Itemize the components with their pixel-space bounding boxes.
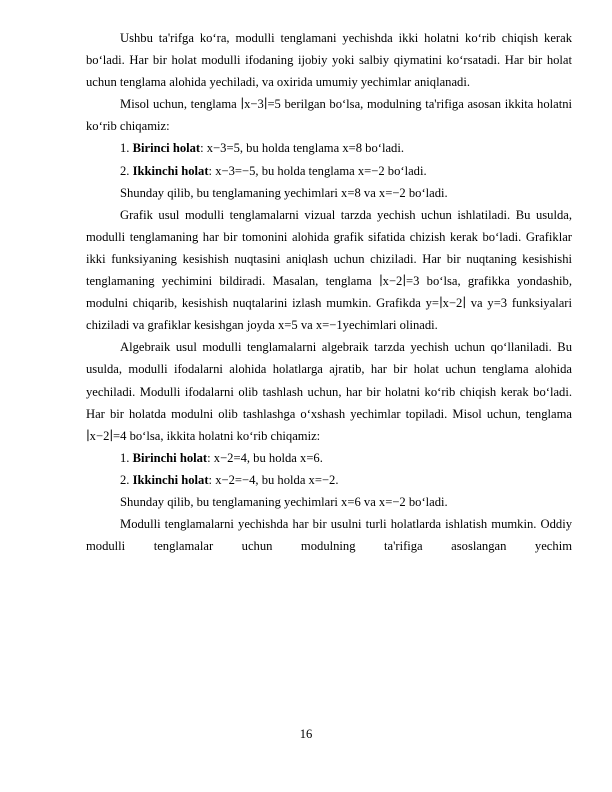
paragraph-conclusion: Modulli tenglamalarni yechishda har bir usulni turli holatlarda ishlatish mumkin. Oddiy modulli tenglamalar uchun modulning ta'rifiga asoslangan yechim bbox=[86, 517, 572, 554]
paragraph-example: Misol uchun, tenglama ∣x−3∣=5 berilgan bo‘lsa, modulning ta'rifiga asosan ikkita holatni ko‘rib chiqamiz: bbox=[86, 97, 572, 134]
paragraph-intro: Ushbu ta'rifga ko‘ra, modulli tenglamani yechishda ikki holatni ko‘rib chiqish kerak bo‘ladi. Har bir holat modulli ifodaning ijobiy yoki salbiy qiymatini ko‘rsatadi. Har bir holat uchun tenglama alohida yechiladi, va oxirida umumiy yechimlar aniqlanadi. bbox=[86, 31, 572, 90]
paragraph-solution: Shunday qilib, bu tenglamaning yechimlari x=6 va x=−2 bo‘ladi. bbox=[120, 494, 448, 509]
case-item-1: 1. Birinchi holat: x−2=4, bu holda x=6. bbox=[120, 450, 323, 465]
case-label: Birinci holat bbox=[132, 141, 201, 156]
page-number: 16 bbox=[299, 727, 313, 741]
case-item-1: 1. Birinci holat: x−3=5, bu holda tenglama x=8 bo‘ladi. bbox=[120, 141, 405, 156]
case-item-2: 2. Ikkinchi holat: x−2=−4, bu holda x=−2. bbox=[120, 472, 339, 487]
case-label: Ikkinchi holat bbox=[132, 163, 209, 178]
case-label: Ikkinchi holat bbox=[132, 472, 209, 487]
paragraph-solution: Shunday qilib, bu tenglamaning yechimlari x=8 va x=−2 bo‘ladi. bbox=[120, 185, 448, 200]
case-label: Birinchi holat bbox=[132, 450, 208, 465]
case-item-2: 2. Ikkinchi holat: x−3=−5, bu holda tenglama x=−2 bo‘ladi. bbox=[120, 163, 427, 178]
document-body bbox=[86, 27, 572, 557]
paragraph-algebraic-method: Algebraik usul modulli tenglamalarni algebraik tarzda yechish uchun qo‘llaniladi. Bu usulda, modulli ifodalarni alohida holatlarga ajratib, har bir holat uchun tenglama alohida yechiladi. Modulli ifodalarni olib tashlash uchun, har bir holatni ko‘rib chiqish kerak bo‘ladi. Har bir holatda modulni olib tashlashga o‘xshash yechimlar topiladi. Misol uchun, tenglama ∣x−2∣=4 bo‘lsa, ikkita holatni ko‘rib chiqamiz: bbox=[86, 340, 572, 443]
paragraph-graphical-method: Grafik usul modulli tenglamalarni vizual tarzda yechish uchun ishlatiladi. Bu usulda, modulli tenglamaning har bir tomonini alohida grafik sifatida chizish kerak bo‘ladi. Grafiklar ikki funksiyaning kesishish nuqtasini aniqlash uchun chiziladi. Har bir nuqtaning kesishishi tenglamaning yechimini bildiradi. Masalan, tenglama ∣x−2∣=3 bo‘lsa, grafikka yondashib, modulni chiqarib, kesishish nuqtalarini izlash mumkin. Grafikda y=∣x−2∣ va y=3 funksiyalari chiziladi va grafiklar kesishgan joyda x=5 va x=−1yechimlari olinadi. bbox=[86, 207, 572, 333]
